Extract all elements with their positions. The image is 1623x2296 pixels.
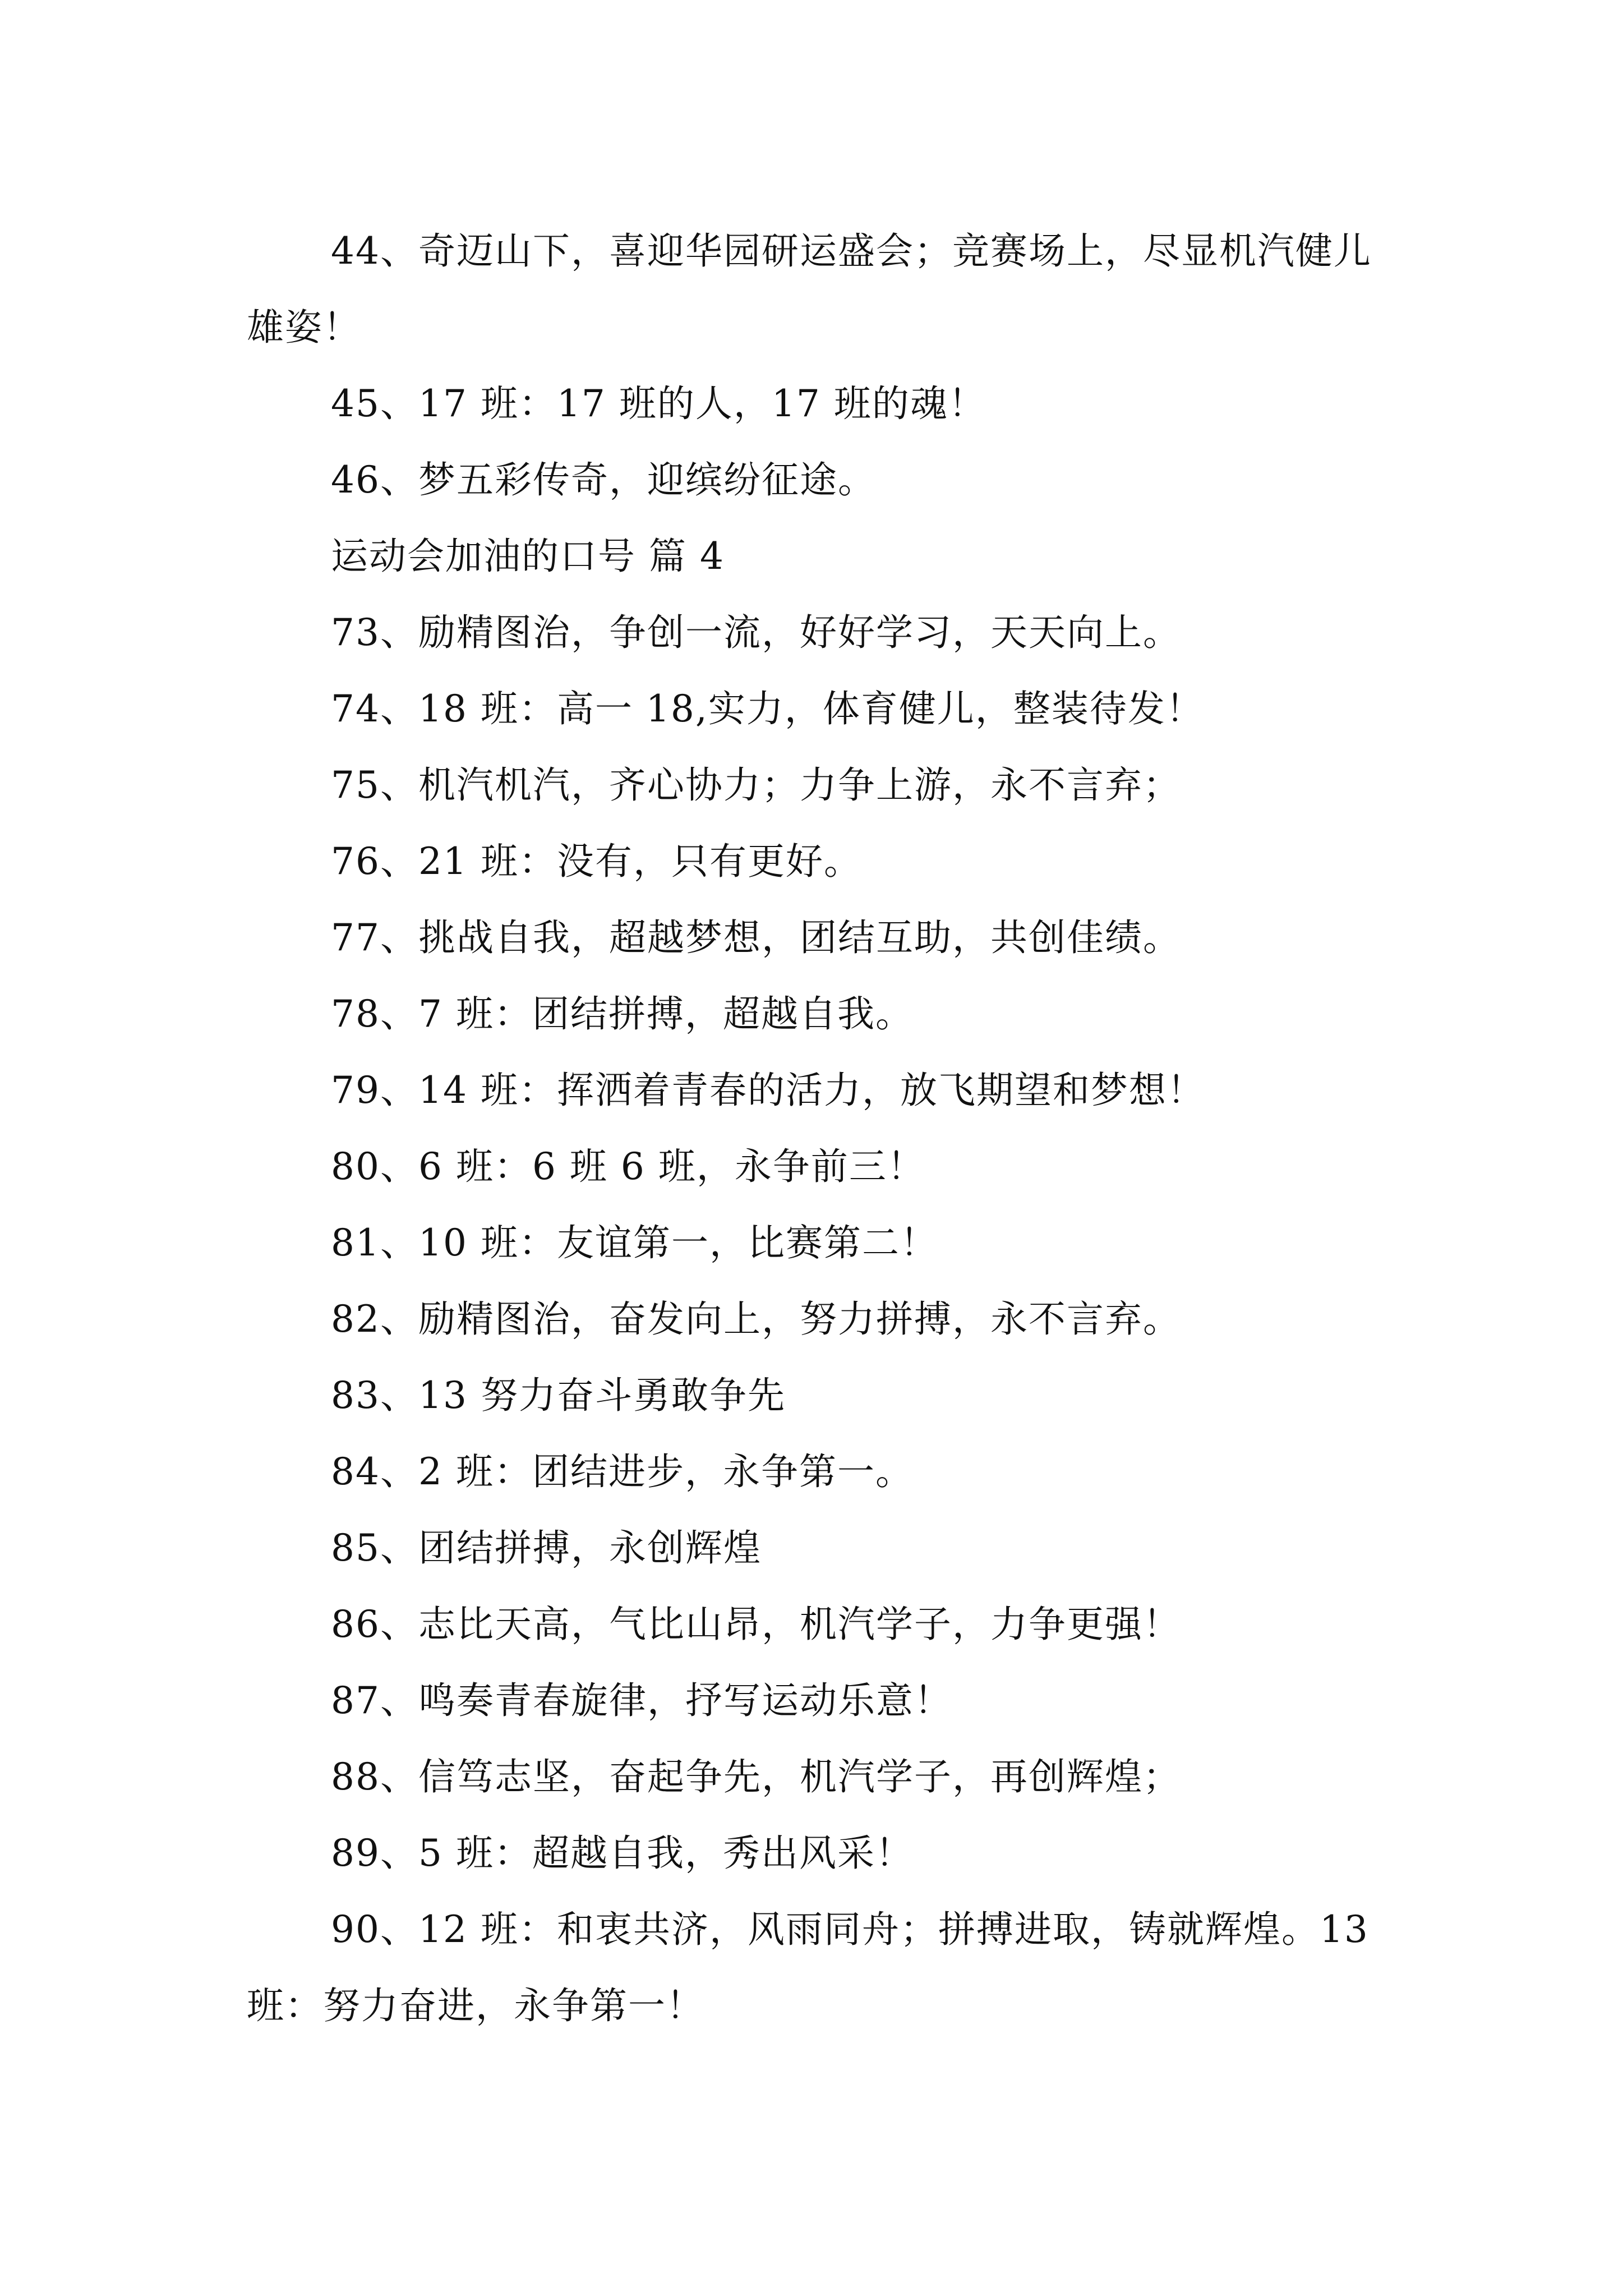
slogan-78: 78、7 班：团结拼搏，超越自我。 [331,992,914,1036]
slogan-73: 73、励精图治，争创一流，好好学习，天天向上。 [331,611,1181,654]
slogan-89: 89、5 班：超越自我，秀出风采！ [331,1832,914,1875]
slogan-80: 80、6 班：6 班 6 班，永争前三！ [331,1145,925,1188]
slogan-90: 90、12 班：和衷共济，风雨同舟；拼搏进取，铸就辉煌。13 班：努力奋进，永争第一！ [247,1908,1369,2027]
slogan-45: 45、17 班：17 班的人，17 班的魂！ [331,382,986,425]
slogan-85: 85、团结拼搏，永创辉煌 [331,1526,762,1570]
slogan-88: 88、信笃志坚，奋起争先，机汽学子，再创辉煌； [331,1755,1181,1798]
slogan-75: 75、机汽机汽，齐心协力；力争上游，永不言弃； [331,763,1181,807]
slogan-76: 76、21 班：没有，只有更好。 [331,840,862,883]
slogan-87: 87、鸣奏青春旋律，抒写运动乐意！ [331,1679,952,1722]
slogan-83: 83、13 努力奋斗勇敢争先 [331,1374,786,1417]
slogan-86: 86、志比天高，气比山昂，机汽学子，力争更强！ [331,1603,1181,1646]
slogan-81: 81、10 班：友谊第一，比赛第二！ [331,1221,938,1264]
slogan-82: 82、励精图治，奋发向上，努力拼搏，永不言弃。 [331,1297,1181,1341]
slogan-74: 74、18 班：高一 18,实力，体育健儿，整装待发！ [331,687,1204,730]
section-heading: 运动会加油的口号 篇 4 [331,535,725,578]
slogan-77: 77、挑战自我，超越梦想，团结互助，共创佳绩。 [331,916,1181,959]
slogan-46: 46、梦五彩传奇，迎缤纷征途。 [331,458,876,501]
slogan-79: 79、14 班：挥洒着青春的活力，放飞期望和梦想！ [331,1069,1205,1112]
slogan-44: 44、奇迈山下，喜迎华园研运盛会；竞赛场上，尽显机汽健儿雄姿！ [247,229,1372,349]
slogan-84: 84、2 班：团结进步，永争第一。 [331,1450,914,1493]
document-body [247,213,1396,2044]
